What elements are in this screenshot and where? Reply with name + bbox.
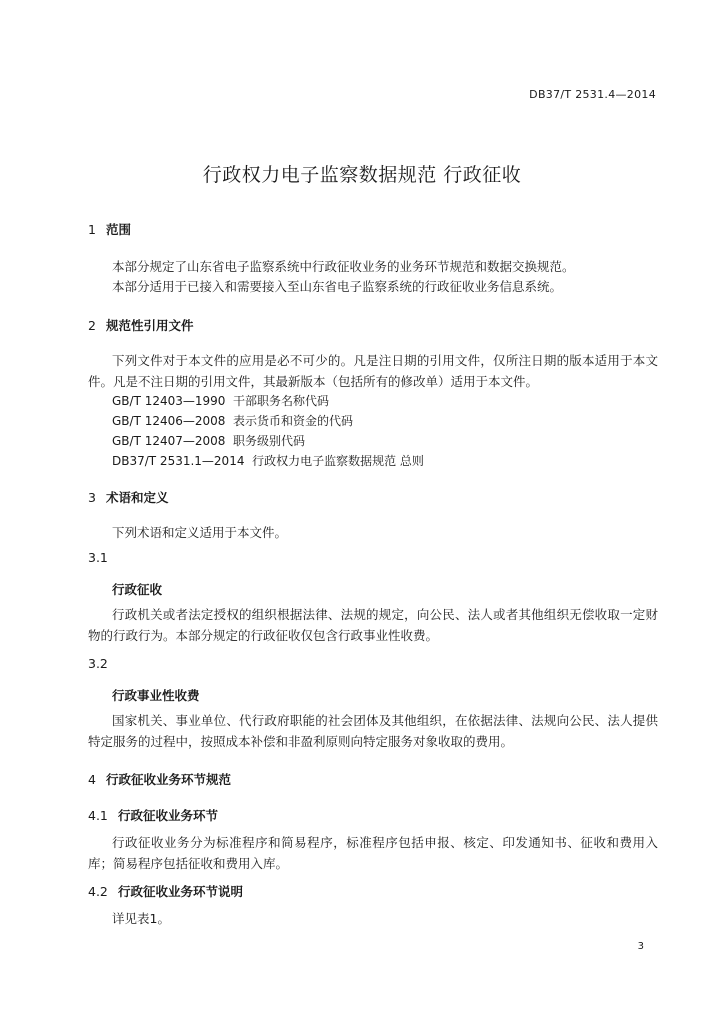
term-3-2-name: 行政事业性收费	[112, 688, 200, 703]
section-1-paragraph-2: 本部分适用于已接入和需要接入至山东省电子监察系统的行政征收业务信息系统。	[112, 279, 563, 294]
page-number: 3	[637, 941, 644, 952]
section-number: 4	[88, 772, 96, 787]
subsection-4-1-heading	[88, 806, 218, 824]
section-title: 规范性引用文件	[106, 318, 194, 333]
section-title: 范围	[106, 222, 132, 237]
subsection-title: 行政征收业务环节	[118, 808, 219, 823]
section-number: 2	[88, 318, 96, 333]
term-3-2-number: 3.2	[88, 656, 108, 671]
reference-item: GB/T 12407—2008 职务级别代码	[112, 434, 306, 448]
section-2-heading	[88, 316, 194, 334]
section-3-heading	[88, 488, 169, 506]
section-4-heading	[88, 770, 231, 788]
section-1-heading	[88, 220, 131, 238]
term-3-1-name: 行政征收	[112, 582, 163, 597]
reference-item: DB37/T 2531.1—2014 行政权力电子监察数据规范 总则	[112, 454, 424, 468]
section-title: 行政征收业务环节规范	[106, 772, 232, 787]
term-3-2-definition: 国家机关、事业单位、代行政府职能的社会团体及其他组织，在依据法律、法规向公民、法人提供特定服务的过程中，按照成本补偿和非盈利原则向特定服务对象收取的费用。	[88, 713, 658, 749]
standard-code: DB37/T 2531.4—2014	[529, 88, 656, 101]
subsection-number: 4.2	[88, 884, 108, 899]
term-3-1-number: 3.1	[88, 550, 108, 565]
section-title: 术语和定义	[106, 490, 169, 505]
reference-item: GB/T 12406—2008 表示货币和资金的代码	[112, 414, 354, 428]
section-number: 3	[88, 490, 96, 505]
page-title: 行政权力电子监察数据规范 行政征收	[202, 164, 522, 186]
subsection-4-2-heading	[88, 882, 243, 900]
subsection-4-1-paragraph: 行政征收业务分为标准程序和简易程序，标准程序包括申报、核定、印发通知书、征收和费用入库；简易程序包括征收和费用入库。	[88, 835, 658, 871]
reference-item: GB/T 12403—1990 干部职务名称代码	[112, 394, 330, 408]
section-number: 1	[88, 222, 96, 237]
section-1-paragraph-1: 本部分规定了山东省电子监察系统中行政征收业务的业务环节规范和数据交换规范。	[112, 259, 575, 274]
subsection-title: 行政征收业务环节说明	[118, 884, 244, 899]
term-3-1-definition: 行政机关或者法定授权的组织根据法律、法规的规定，向公民、法人或者其他组织无偿收取一定财物的行政行为。本部分规定的行政征收仅包含行政事业性收费。	[88, 607, 658, 643]
subsection-number: 4.1	[88, 808, 108, 823]
section-3-paragraph: 下列术语和定义适用于本文件。	[112, 525, 288, 540]
subsection-4-2-paragraph: 详见表1。	[112, 911, 170, 926]
section-2-paragraph: 下列文件对于本文件的应用是必不可少的。凡是注日期的引用文件，仅所注日期的版本适用于本文件。凡是不注日期的引用文件，其最新版本（包括所有的修改单）适用于本文件。	[88, 353, 658, 389]
